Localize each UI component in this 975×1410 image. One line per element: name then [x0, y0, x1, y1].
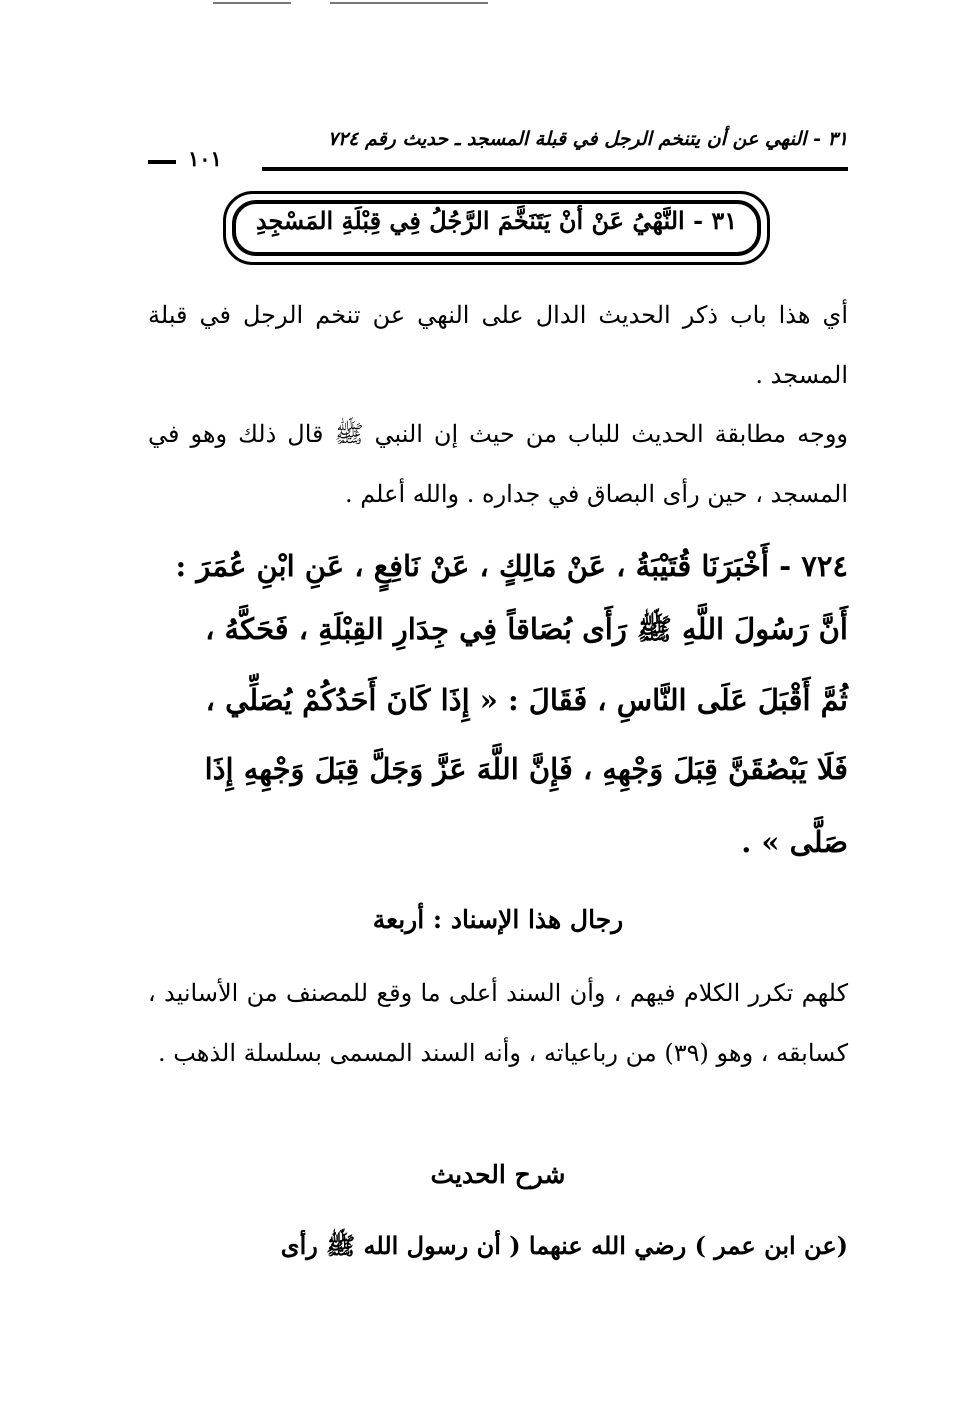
rijal-paragraph: كلهم تكرر الكلام فيهم ، وأن السند أعلى ما وقع للمصنف من الأسانيد ، كسابقه ، وهو (٣٩) من رباعياته ، وأنه السند المسمى بسلسلة الذهب .	[148, 979, 848, 1067]
rijal-heading: رجال هذا الإسناد : أربعة	[372, 905, 624, 934]
hadith-line: أَنَّ رَسُولَ اللَّهِ ﷺ رَأَى بُصَاقاً فِي جِدَارِ القِبْلَةِ ، فَحَكَّهُ ،	[205, 612, 848, 646]
hadith-line: فَلَا يَبْصُقَنَّ قِبَلَ وَجْهِهِ ، فَإِنَّ اللَّهَ عَزَّ وَجَلَّ قِبَلَ وَجْهِهِ إِذَا	[204, 752, 848, 786]
intro-paragraph-1: أي هذا باب ذكر الحديث الدال على النهي عن تنخم الرجل في قبلة المسجد .	[148, 301, 848, 389]
intro-paragraph-2: ووجه مطابقة الحديث للباب من حيث إن النبي ﷺ قال ذلك وهو في المسجد ، حين رأى البصاق في جداره . والله أعلم .	[148, 420, 848, 508]
sharh-heading: شرح الحديث	[430, 1160, 566, 1189]
page-number-rule	[148, 160, 176, 164]
sharh-first-line: (عن ابن عمر ) رضي الله عنهما ( أن رسول الله ﷺ رأى	[280, 1231, 848, 1260]
page-number: ١٠١	[188, 146, 222, 171]
running-header	[148, 128, 848, 171]
chapter-title: ٣١ - النَّهْيُ عَنْ أنْ يَتَنَخَّمَ الرَّجُلُ فِي قِبْلَةِ المَسْجِدِ	[255, 206, 738, 235]
running-title: ٣١ - النهي عن أن يتنخم الرجل في قبلة المسجد ـ حديث رقم ٧٢٤	[327, 128, 848, 150]
hadith-line: ثُمَّ أَقْبَلَ عَلَى النَّاسِ ، فَقَالَ : « إِذَا كَانَ أَحَدُكُمْ يُصَلِّي ،	[205, 683, 848, 717]
top-scan-line-right	[330, 2, 488, 4]
chapter-title-frame	[223, 191, 770, 265]
top-scan-line-left	[213, 2, 291, 4]
hadith-line: ٧٢٤ - أَخْبَرَنَا قُتَيْبَةُ ، عَنْ مَالِكٍ ، عَنْ نَافِعٍ ، عَنِ ابْنِ عُمَرَ :	[175, 549, 848, 583]
header-rule	[262, 167, 848, 171]
hadith-line: صَلَّى » .	[741, 825, 848, 859]
